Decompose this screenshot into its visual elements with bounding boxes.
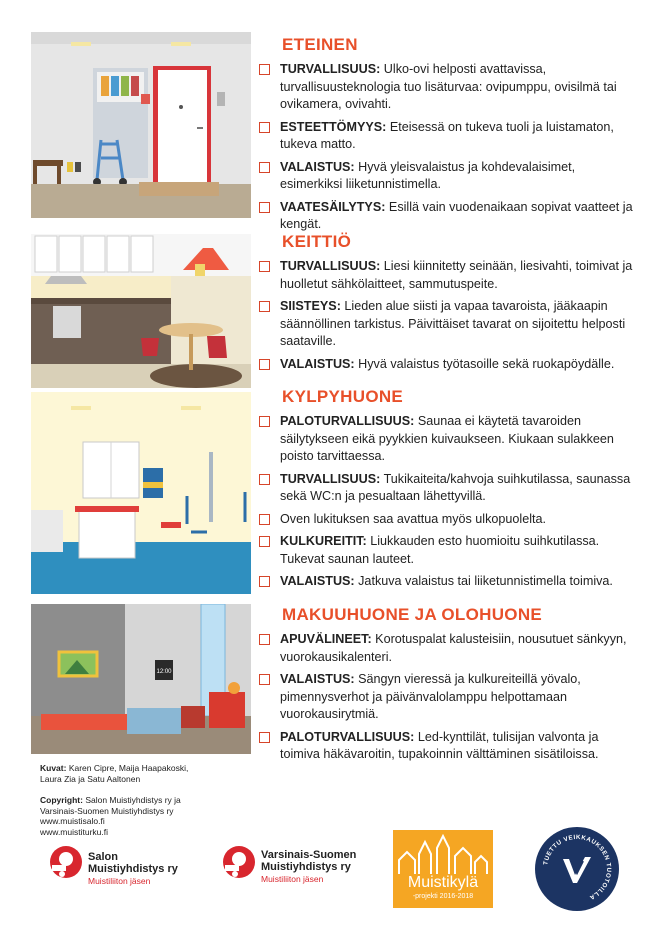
checklist-item: PALOTURVALLISUUS: Led-kynttilät, tulisijan valvonta ja toimiva häkävaroitin, tupakoinnin välttäminen sisätiloissa. [258,729,638,764]
checkbox[interactable] [259,202,270,213]
checklist-item: KULKUREITIT: Liukkauden esto huomioitu suihkutilassa. Tukevat saunan lauteet. [258,533,638,568]
checkbox[interactable] [259,474,270,485]
checklist-item: VALAISTUS: Hyvä valaistus työtasoille sekä ruokapöydälle. [258,356,638,374]
checklist-item: TURVALLISUUS: Liesi kiinnitetty seinään, liesivahti, toimivat ja huolletut sähkölaitteet, sammutuspeite. [258,258,638,293]
section-title: ETEINEN [282,35,358,54]
checklist-item: VALAISTUS: Hyvä yleisvalaistus ja kohdevalaisimet, esimerkiksi liiketunnistimella. [258,159,638,194]
checkbox[interactable] [259,732,270,743]
checkbox[interactable] [259,416,270,427]
checkbox[interactable] [259,536,270,547]
logo-name-line1: Varsinais-Suomen [261,849,357,861]
checklist-item: Oven lukituksen saa avattua myös ulkopuolelta. [258,511,638,529]
logo-subtitle: Muistiliiton jäsen [88,876,151,886]
checklist-item: VAATESÄILYTYS: Esillä vain vuodenaikaan sopivat vaatteet ja kengät. [258,199,638,234]
checklist-item: TURVALLISUUS: Ulko-ovi helposti avattavissa, turvallisuusteknologia tuo lisäturvaa: ovipumppu, ovisilmä tai ovikamera, ovivahti. [258,61,638,114]
checkbox[interactable] [259,359,270,370]
checklist-item: SIISTEYS: Lieden alue siisti ja vapaa tavaroista, jääkaapin säännöllinen tarkistus. Päivittäiset tavarat on sijoitettu helposti saataville. [258,298,638,351]
veikkaus-v-icon [535,827,619,911]
checklist-item: VALAISTUS: Jatkuva valaistus tai liiketunnistimella toimiva. [258,573,638,591]
logo-name-line2: Muistiyhdistys ry [261,861,351,873]
checklist-item: APUVÄLINEET: Korotuspalat kalusteisiin, nousutuet sänkyyn, vuorokausikalenteri. [258,631,638,666]
checkbox[interactable] [259,64,270,75]
checklist-item: ESTEETTÖMYYS: Eteisessä on tukeva tuoli ja luistamaton, tukeva matto. [258,119,638,154]
checklist-item: TURVALLISUUS: Tukikaiteita/kahvoja suihkutilassa, saunassa sekä WC:n ja pesualtaan lähettyvillä. [258,471,638,506]
image-credits: Kuvat: Karen Cipre, Maija Haapakoski, Laura Zia ja Satu Aaltonen [40,763,189,784]
muistikyla-title: Muistikylä [407,874,479,891]
section-kylpyhuone [258,387,638,596]
section-makuuhuone [258,605,638,769]
copyright: Copyright: Salon Muistiyhdistys ry ja Varsinais-Suomen Muistiyhdistys ry www.muistisalo.fi www.muistiturku.fi [40,795,181,837]
url-link[interactable]: www.muistisalo.fi [40,816,105,826]
bathroom-illustration [31,392,251,594]
hallway-illustration [31,32,251,218]
section-title: KEITTIÖ [282,232,352,251]
checkbox[interactable] [259,301,270,312]
logo-subtitle: Muistiliiton jäsen [261,874,324,884]
veikkaus-logo [535,827,619,911]
section-title: MAKUUHUONE JA OLOHUONE [282,605,543,624]
url-link[interactable]: www.muistiturku.fi [40,826,109,837]
muistiyhdistys-logo-icon [49,845,83,879]
checklist-item: PALOTURVALLISUUS: Saunaa ei käytetä tavaroiden säilytykseen eikä pyykkien kuivaukseen. Kiukaan sulakkeen poisto tarvittaessa. [258,413,638,466]
muistikyla-logo [393,830,493,908]
kitchen-illustration [31,234,251,388]
checkbox[interactable] [259,514,270,525]
logo-name: Salon Muistiyhdistys ry [88,851,178,875]
checkbox[interactable] [259,634,270,645]
town-skyline-icon [393,834,493,874]
calendar-clock-text: 12:00 [156,669,172,675]
checkbox[interactable] [259,162,270,173]
checkbox[interactable] [259,261,270,272]
section-keittio [258,232,638,378]
section-title: KYLPYHUONE [282,387,404,406]
section-eteinen [258,35,638,239]
bedroom-illustration [31,604,251,754]
muistiyhdistys-logo-icon [222,845,256,879]
muistikyla-subtitle: -projekti 2016-2018 [412,893,474,900]
checklist-item: VALAISTUS: Sängyn vieressä ja kulkureiteillä yövalo, pimennysverhot ja päivänvalolamppu helpottamaan vuorokausirytmiä. [258,671,638,724]
veikkaus-ring-text: TUETTU VEIKKAUKSEN TUOTOILLA [542,833,613,902]
checkbox[interactable] [259,674,270,685]
checkbox[interactable] [259,122,270,133]
checkbox[interactable] [259,576,270,587]
